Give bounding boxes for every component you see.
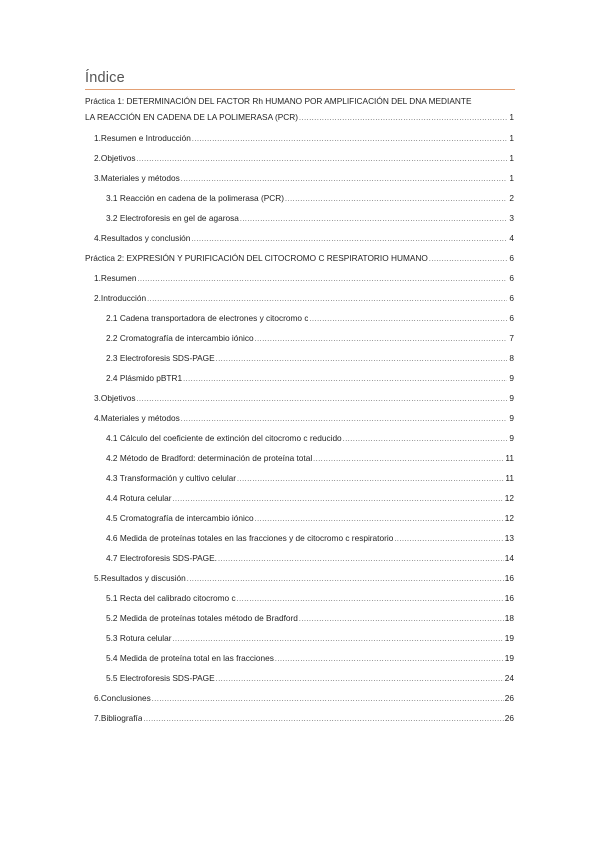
toc-entry-label: 2.1 Cadena transportadora de electrones y citocromo c: [106, 313, 309, 323]
toc-page-number: 16: [504, 573, 514, 583]
toc-page-number: 7: [509, 333, 514, 343]
toc-page-number: 1: [509, 133, 514, 143]
dot-leader: [343, 434, 507, 445]
dot-leader: [192, 134, 507, 145]
toc-entry[interactable]: [94, 413, 514, 425]
toc-entry-label: 6.Conclusiones: [94, 693, 151, 703]
dot-leader: [255, 514, 504, 525]
toc-entry[interactable]: [106, 513, 514, 525]
toc-entry-label: 5.5 Electroforesis SDS-PAGE: [106, 673, 215, 683]
toc-page-number: 3: [509, 213, 514, 223]
toc-entry[interactable]: [106, 553, 514, 565]
toc-entry-label: 4.Materiales y métodos: [94, 413, 180, 423]
page-title: Índice: [85, 70, 125, 86]
toc-page-number: 24: [504, 673, 514, 683]
toc-page-number: 9: [509, 433, 514, 443]
toc-entry-label: 5.1 Recta del calibrado citocromo c: [106, 593, 236, 603]
toc-entry-practica1[interactable]: [85, 112, 514, 124]
toc-entry-label: 5.2 Medida de proteínas totales método de Bradford: [106, 613, 298, 623]
toc-entry-label: 5.4 Medida de proteína total en las fracciones: [106, 653, 274, 663]
toc-entry-practica1-line1[interactable]: Práctica 1: DETERMINACIÓN DEL FACTOR Rh HUMANO POR AMPLIFICACIÓN DEL DNA MEDIANTE: [85, 96, 472, 106]
dot-leader: [275, 654, 504, 665]
dot-leader: [216, 674, 504, 685]
toc-entry[interactable]: [106, 473, 514, 485]
toc-page-number: 6: [509, 313, 514, 323]
dot-leader: [313, 454, 504, 465]
dot-leader: [218, 554, 504, 565]
toc-entry[interactable]: [94, 393, 514, 405]
toc-entry[interactable]: [106, 433, 514, 445]
toc-entry-label: 4.2 Método de Bradford: determinación de proteína total: [106, 453, 313, 463]
toc-entry[interactable]: [106, 353, 514, 365]
dot-leader: [173, 634, 504, 645]
toc-entry-label: 2.4 Plásmido pBTR1: [106, 373, 183, 383]
toc-entry[interactable]: [106, 593, 514, 605]
toc-entry[interactable]: [106, 333, 514, 345]
toc-page-number: 6: [509, 293, 514, 303]
toc-entry[interactable]: [106, 373, 514, 385]
toc-entry[interactable]: [94, 273, 514, 285]
toc-entry[interactable]: [106, 673, 514, 685]
toc-entry-label: 3.Objetivos: [94, 393, 136, 403]
dot-leader: [394, 534, 503, 545]
toc-entry[interactable]: [106, 193, 514, 205]
dot-leader: [173, 494, 504, 505]
toc-entry-label: Práctica 2: EXPRESIÓN Y PURIFICACIÓN DEL CITOCROMO C RESPIRATORIO HUMANO: [85, 253, 428, 263]
toc-page-number: 4: [509, 233, 514, 243]
toc-page-number: 9: [509, 373, 514, 383]
toc-page-number: 13: [504, 533, 514, 543]
toc-page-number: 26: [504, 713, 514, 723]
toc-entry-label: 2.2 Cromatografía de intercambio iónico: [106, 333, 254, 343]
dot-leader: [285, 194, 507, 205]
toc-entry-label: 1.Resumen: [94, 273, 137, 283]
toc-page-number: 19: [504, 653, 514, 663]
toc-entry[interactable]: [94, 293, 514, 305]
toc-page-number: 2: [509, 193, 514, 203]
dot-leader: [137, 154, 507, 165]
toc-entry[interactable]: [106, 613, 514, 625]
toc-entry[interactable]: [106, 653, 514, 665]
toc-entry-label: 4.4 Rotura celular: [106, 493, 172, 503]
toc-page-number: 18: [504, 613, 514, 623]
toc-entry-label: 4.Resultados y conclusión: [94, 233, 191, 243]
toc-entry[interactable]: [106, 493, 514, 505]
toc-page-number: 11: [505, 453, 514, 463]
toc-entry[interactable]: [94, 573, 514, 585]
dot-leader: [181, 414, 507, 425]
dot-leader: [183, 374, 507, 385]
dot-leader: [137, 274, 507, 285]
toc-page-number: 12: [504, 493, 514, 503]
toc-entry[interactable]: [94, 173, 514, 185]
toc-page-number: 9: [509, 413, 514, 423]
toc-entry-label: 1.Resumen e Introducción: [94, 133, 191, 143]
toc-entry[interactable]: [94, 713, 514, 725]
toc-entry-label: 4.7 Electroforesis SDS-PAGE.: [106, 553, 217, 563]
toc-page-number: 14: [504, 553, 514, 563]
dot-leader: [299, 113, 507, 124]
toc-entry-label: 3.Materiales y métodos: [94, 173, 180, 183]
dot-leader: [237, 474, 504, 485]
dot-leader: [152, 694, 504, 705]
dot-leader: [191, 234, 507, 245]
toc-entry[interactable]: [106, 533, 514, 545]
dot-leader: [187, 574, 504, 585]
toc-entry[interactable]: [94, 233, 514, 245]
toc-entry[interactable]: [106, 453, 514, 465]
toc-entry[interactable]: [94, 153, 514, 165]
toc-page-number: 26: [504, 693, 514, 703]
toc-page-number: 1: [509, 153, 514, 163]
toc-entry-label: LA REACCIÓN EN CADENA DE LA POLIMERASA (PCR): [85, 112, 299, 122]
toc-page-number: 11: [505, 473, 514, 483]
toc-entry-label: 3.2 Electroforesis en gel de agarosa: [106, 213, 239, 223]
toc-entry-label: 2.Objetivos: [94, 153, 136, 163]
dot-leader: [216, 354, 507, 365]
toc-entry-label: 4.5 Cromatografía de intercambio iónico: [106, 513, 254, 523]
toc-entry-practica2[interactable]: [85, 253, 514, 265]
dot-leader: [240, 214, 507, 225]
toc-entry-label: 4.3 Transformación y cultivo celular: [106, 473, 237, 483]
toc-page-number: 19: [504, 633, 514, 643]
toc-entry[interactable]: [106, 633, 514, 645]
toc-page-number: 16: [504, 593, 514, 603]
dot-leader: [255, 334, 507, 345]
toc-entry-label: 4.6 Medida de proteínas totales en las fracciones y de citocromo c respiratorio: [106, 533, 394, 543]
toc-entry-label: 5.Resultados y discusión: [94, 573, 186, 583]
toc-entry[interactable]: [94, 693, 514, 705]
dot-leader: [237, 594, 504, 605]
dot-leader: [147, 294, 507, 305]
dot-leader: [309, 314, 507, 325]
toc-entry-label: 2.Introducción: [94, 293, 147, 303]
toc-entry-label: 7.Bibliografía: [94, 713, 143, 723]
toc-page-number: 6: [509, 273, 514, 283]
toc-entry[interactable]: [94, 133, 514, 145]
toc-entry[interactable]: [106, 313, 514, 325]
toc-page-number: 9: [509, 393, 514, 403]
dot-leader: [429, 254, 507, 265]
dot-leader: [299, 614, 504, 625]
dot-leader: [181, 174, 507, 185]
toc-entry-label: 5.3 Rotura celular: [106, 633, 172, 643]
toc-page-number: 12: [504, 513, 514, 523]
dot-leader: [137, 394, 507, 405]
toc-page-number: 1: [509, 112, 514, 122]
toc-page-number: 8: [509, 353, 514, 363]
toc-page-number: 1: [509, 173, 514, 183]
toc-entry-label: 2.3 Electroforesis SDS-PAGE: [106, 353, 215, 363]
toc-page-number: 6: [509, 253, 514, 263]
toc-entry[interactable]: [106, 213, 514, 225]
toc-entry-label: 3.1 Reacción en cadena de la polimerasa (PCR): [106, 193, 285, 203]
toc-entry-label: 4.1 Cálculo del coeficiente de extinción del citocromo c reducido: [106, 433, 342, 443]
dot-leader: [143, 714, 503, 725]
